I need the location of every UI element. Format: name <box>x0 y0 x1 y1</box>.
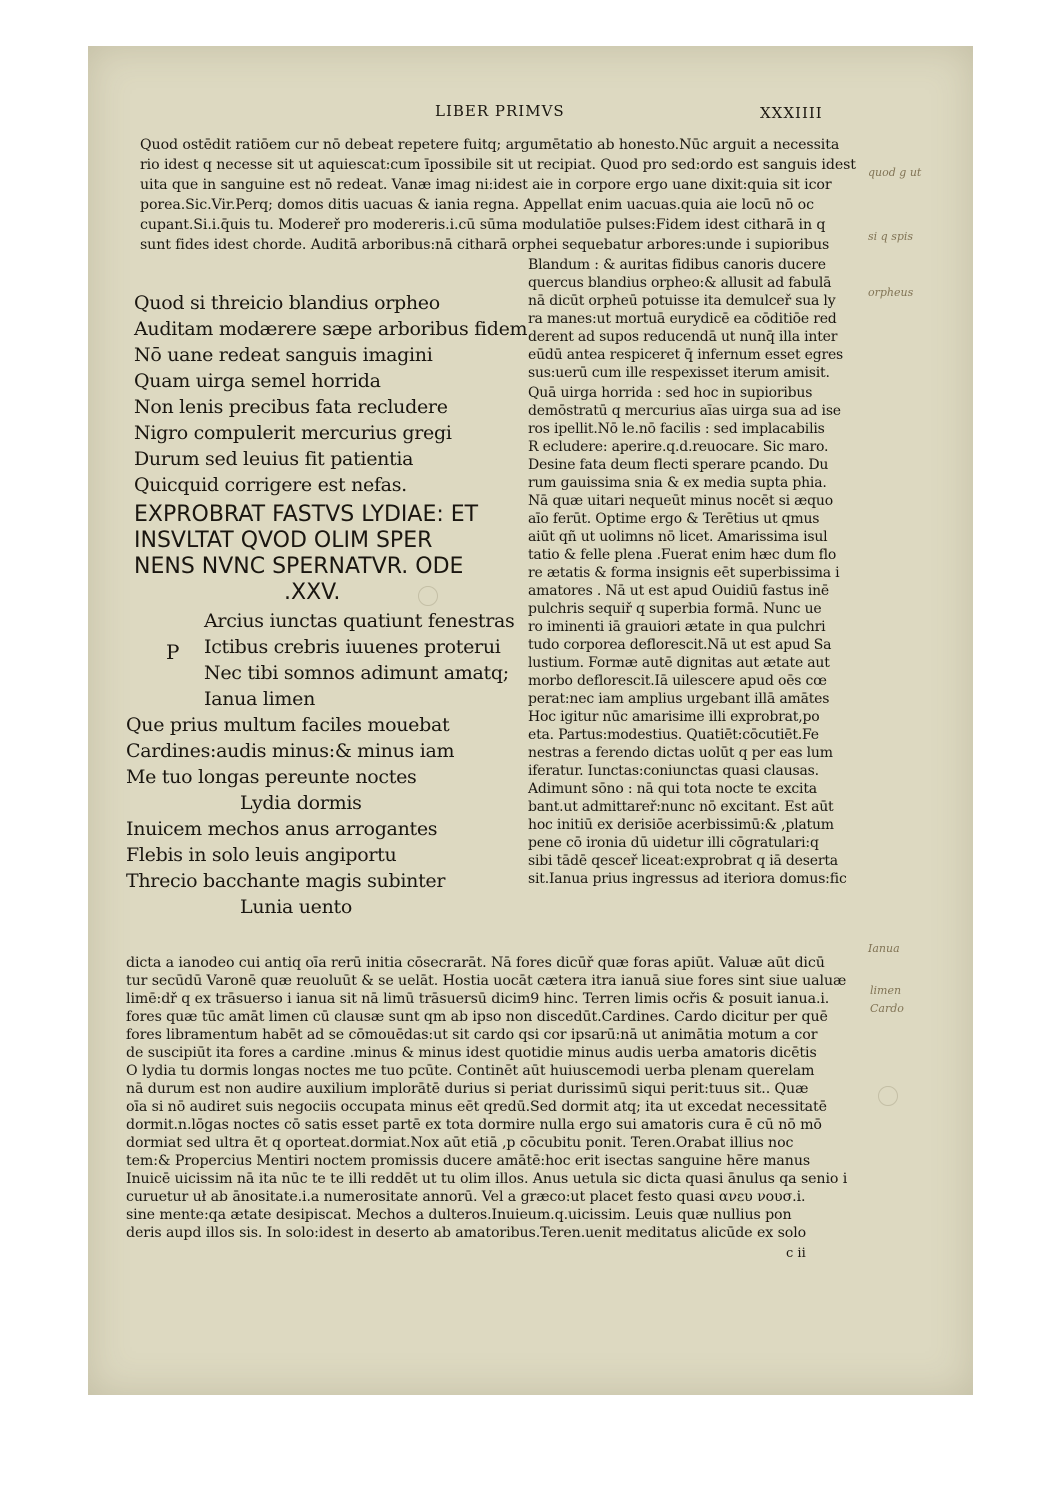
verse-line: Flebis in solo leuis angiportu <box>126 844 397 866</box>
heading-line: INSVLTAT QVOD OLIM SPER <box>134 528 433 553</box>
text-line: porea.Sic.Vir.Perq; domos ditis uacuas & iania regna. Appellat enim uacuas.quia aie locū nō oc <box>140 197 814 213</box>
text-line: nestras a ferendo dictas uolūt q per eas lum <box>528 745 833 761</box>
text-line: deris aupd illos sis. In solo:idest in deserto ab amatoribus.Teren.uenit meditatus alicūde ex solo <box>126 1225 807 1241</box>
text-line: ra manes:ut mortuā eurydicē ea cōditiōe red <box>528 311 837 327</box>
marginal-note: Ianua <box>868 942 900 955</box>
text-line: quercus blandius orpheo:& allusit ad fabulā <box>528 275 832 291</box>
text-line: dormit.n.lōgas noctes cō satis esset partē ex tota dormire nulla ergo sui amatoris cura ē cū nō mō <box>126 1117 822 1133</box>
book-page <box>88 46 973 1395</box>
text-line: bant.ut admittareř:nunc nō excitant. Est aūt <box>528 799 834 815</box>
text-line: rio idest q necesse sit ut aquiescat:cum īpossibile sit ut recipiat. Quod pro sed:ordo est sanguis idest <box>140 157 856 173</box>
text-line: dicta a ianodeo cui antiq oīa rerū initia cōsecrarāt. Nā fores dicūř quæ foras apiūt. Valuæ aūt dicū <box>126 955 825 971</box>
text-line: aiūt qñ ut uolimns nō licet. Amarissima isul <box>528 529 828 545</box>
signature-mark: c ii <box>786 1246 806 1261</box>
marginal-note: orpheus <box>868 286 914 299</box>
text-line: nā dicūt orpheū potuisse ita demulceř sua ly <box>528 293 836 309</box>
text-line: sus:uerū cum ille respexisset iterum amisit. <box>528 365 830 381</box>
verse-line: Nec tibi somnos adimunt amatq; <box>204 662 509 684</box>
text-line: sunt fides idest chorde. Auditā arboribus:nā citharā orphei sequebatur arbores:unde i supioribus <box>140 237 830 253</box>
marginal-note: Cardo <box>870 1002 904 1015</box>
text-line: tem:& Propercius Mentiri noctem promissis ducere amātē:hoc erit isectas sanguine hēre manus <box>126 1153 811 1169</box>
text-line: cupant.Si.i.q̄uis tu. Modereř pro modereris.i.cū sūma modulatiōe pulses:Fidem idest citharā in q <box>140 217 826 233</box>
text-line: sibi tādē qesceř liceat:exprobrat q iā deserta <box>528 853 838 869</box>
verse-line: Quam uirga semel horrida <box>134 370 381 392</box>
text-line: Quod ostēdit ratiōem cur nō debeat repetere fuitq; argumētatio ab honesto.Nūc arguit a necessita <box>140 137 840 153</box>
verse-line: Nō uane redeat sanguis imagini <box>134 344 433 366</box>
text-line: Blandum : & auritas fidibus canoris ducere <box>528 257 826 273</box>
text-line: R ecludere: aperire.q.d.reuocare. Sic maro. <box>528 439 829 455</box>
verse-line: Me tuo longas pereunte noctes <box>126 766 417 788</box>
verse-line: Cardines:audis minus:& minus iam <box>126 740 455 762</box>
text-line: amatores . Nā ut est apud Ouidiū fastus inē <box>528 583 830 599</box>
verse-line: Ictibus crebris iuuenes proterui <box>204 636 501 658</box>
marginal-note: quod g ut <box>868 166 922 179</box>
verse-line: Ianua limen <box>204 688 316 710</box>
verse-line: Nigro compulerit mercurius gregi <box>134 422 452 444</box>
text-line: oīa si nō audiret suis negociis occupata minus eēt qredū.Sed dormit atq; ita ut excedat necessitatē <box>126 1099 827 1115</box>
verse-line: Durum sed leuius fit patientia <box>134 448 414 470</box>
verse-line: Quod si threicio blandius orpheo <box>134 292 440 314</box>
text-line: perat:nec iam amplius urgebant illā amātes <box>528 691 830 707</box>
folio-number: XXXIIII <box>760 104 823 122</box>
text-line: ro iminenti iā grauiori ætate in qua pulchri <box>528 619 826 635</box>
verse-line: Non lenis precibus fata recludere <box>134 396 448 418</box>
marginal-note: limen <box>870 984 902 997</box>
text-line: rum gauissima snia & ex media supta phia. <box>528 475 827 491</box>
text-line: Quā uirga horrida : sed hoc in supioribus <box>528 385 813 401</box>
library-stamp-mark <box>418 586 438 606</box>
text-line: fores libramentum habēt ad se cōmouēdas:ut sit cardo qsi cor ipsarū:nā ut animātia motum a cor <box>126 1027 818 1043</box>
text-line: re ætatis & forma insignis eēt superbissima i <box>528 565 840 581</box>
verse-line: Quicquid corrigere est nefas. <box>134 474 407 496</box>
heading-line: EXPROBRAT FASTVS LYDIAE: ET <box>134 502 479 527</box>
verse-line: Que prius multum faciles mouebat <box>126 714 450 736</box>
text-line: pene cō ironia dū uidetur illi cōgratulari:q <box>528 835 819 851</box>
text-line: curuetur uł ab ānositate.i.a numerositate annorū. Vel a græco:ut placet festo quasi ανευ νουσ.i. <box>126 1189 806 1205</box>
verse-line: Threcio bacchante magis subinter <box>126 870 446 892</box>
text-line: pulchris sequiř q superbia formā. Nunc ue <box>528 601 822 617</box>
verse-line: Arcius iunctas quatiunt fenestras <box>204 610 515 632</box>
marginal-note: si q spis <box>868 230 914 243</box>
text-line: demōstratū q mercurius aīas uirga sua ad ise <box>528 403 841 419</box>
text-line: tur secūdū Varonē quæ reuoluūt & se uelāt. Hostia uocāt cætera itra ianuā siue fores sint siue ualuæ <box>126 973 847 989</box>
text-line: aīo ferūt. Optime ergo & Terētius ut qmus <box>528 511 820 527</box>
verse-line: Inuicem mechos anus arrogantes <box>126 818 438 840</box>
verse-line: Lydia dormis <box>240 792 362 814</box>
text-line: O lydia tu dormis longas noctes me tuo pcūte. Continēt aūt huiuscemodi uerba plenam querelam <box>126 1063 815 1079</box>
heading-line: NENS NVNC SPERNATVR. ODE <box>134 554 464 579</box>
text-line: tudo corporea deflorescit.Nā ut est apud Sa <box>528 637 832 653</box>
text-line: morbo deflorescit.Iā uilescere apud oēs cœ <box>528 673 827 689</box>
text-line: sine mente:qa ætate desipiscat. Mechos a dulteros.Inuieum.q.uicissim. Leuis quæ nullius pon <box>126 1207 792 1223</box>
text-line: hoc initiū ex derisiōe acerbissimū:& ,platum <box>528 817 834 833</box>
text-line: iferatur. Iunctas:coniunctas quasi clausas. <box>528 763 819 779</box>
text-line: uita que in sanguine est nō redeat. Vanæ imag ni:idest aie in corpore ergo uane dixit:quia sit icor <box>140 177 832 193</box>
text-line: Nā quæ uitari nequeūt minus nocēt si æquo <box>528 493 833 509</box>
text-line: tatio & felle plena .Fuerat enim hæc dum flo <box>528 547 837 563</box>
text-line: nā durum est non audire auxilium implorātē durius si periat durissimū siqui perit:tuus sit.. Quæ <box>126 1081 809 1097</box>
library-stamp-mark <box>878 1086 898 1106</box>
text-line: lustium. Formæ autē dignitas aut ætate aut <box>528 655 830 671</box>
text-line: ros ipellit.Nō le.nō facilis : sed implacabilis <box>528 421 825 437</box>
text-line: eūdū antea respiceret q̄ infernum esset egres <box>528 347 844 363</box>
text-line: limē:dř q ex trāsuerso i ianua sit nā limū trāsuersū dicim9 hinc. Terren limis ocřis & posuit ianua.i. <box>126 991 830 1007</box>
text-line: Inuicē uicissim nā ita nūc te te illi reddēt ut tu olim illos. Anus uetula sic dicta quasi ānulus qa senio i <box>126 1171 848 1187</box>
text-line: Adimunt sōno : nā qui tota nocte te excita <box>528 781 817 797</box>
running-head: LIBER PRIMVS <box>435 102 565 120</box>
text-line: Hoc igitur nūc amarisime illi exprobrat,po <box>528 709 820 725</box>
text-line: de suscipiūt ita fores a cardine .minus & minus idest quotidie minus audis uerba amatoris dicētis <box>126 1045 817 1061</box>
text-line: eta. Partus:modestius. Quatiēt:cōcutiēt.Fe <box>528 727 819 743</box>
text-line: dormiat sed ultra ēt q oporteat.dormiat.Nox aūt etiā ,p cōcubitu ponit. Teren.Orabat illius noc <box>126 1135 794 1151</box>
text-line: derent ad supos reducendā ut nunq̄ illa inter <box>528 329 838 345</box>
verse-line: Lunia uento <box>240 896 353 918</box>
initial-guide-letter: P <box>166 640 180 664</box>
text-line: fores quæ tūc amāt limen cū clausæ sunt qm ab ipso non discedūt.Cardines. Cardo dicitur per quē <box>126 1009 828 1025</box>
verse-line: Auditam modærere sæpe arboribus fidem <box>134 318 528 340</box>
heading-line: .XXV. <box>284 580 341 605</box>
text-line: Desine fata deum flecti sperare pcando. Du <box>528 457 829 473</box>
text-line: sit.Ianua prius ingressus ad iteriora domus:fic <box>528 871 847 887</box>
